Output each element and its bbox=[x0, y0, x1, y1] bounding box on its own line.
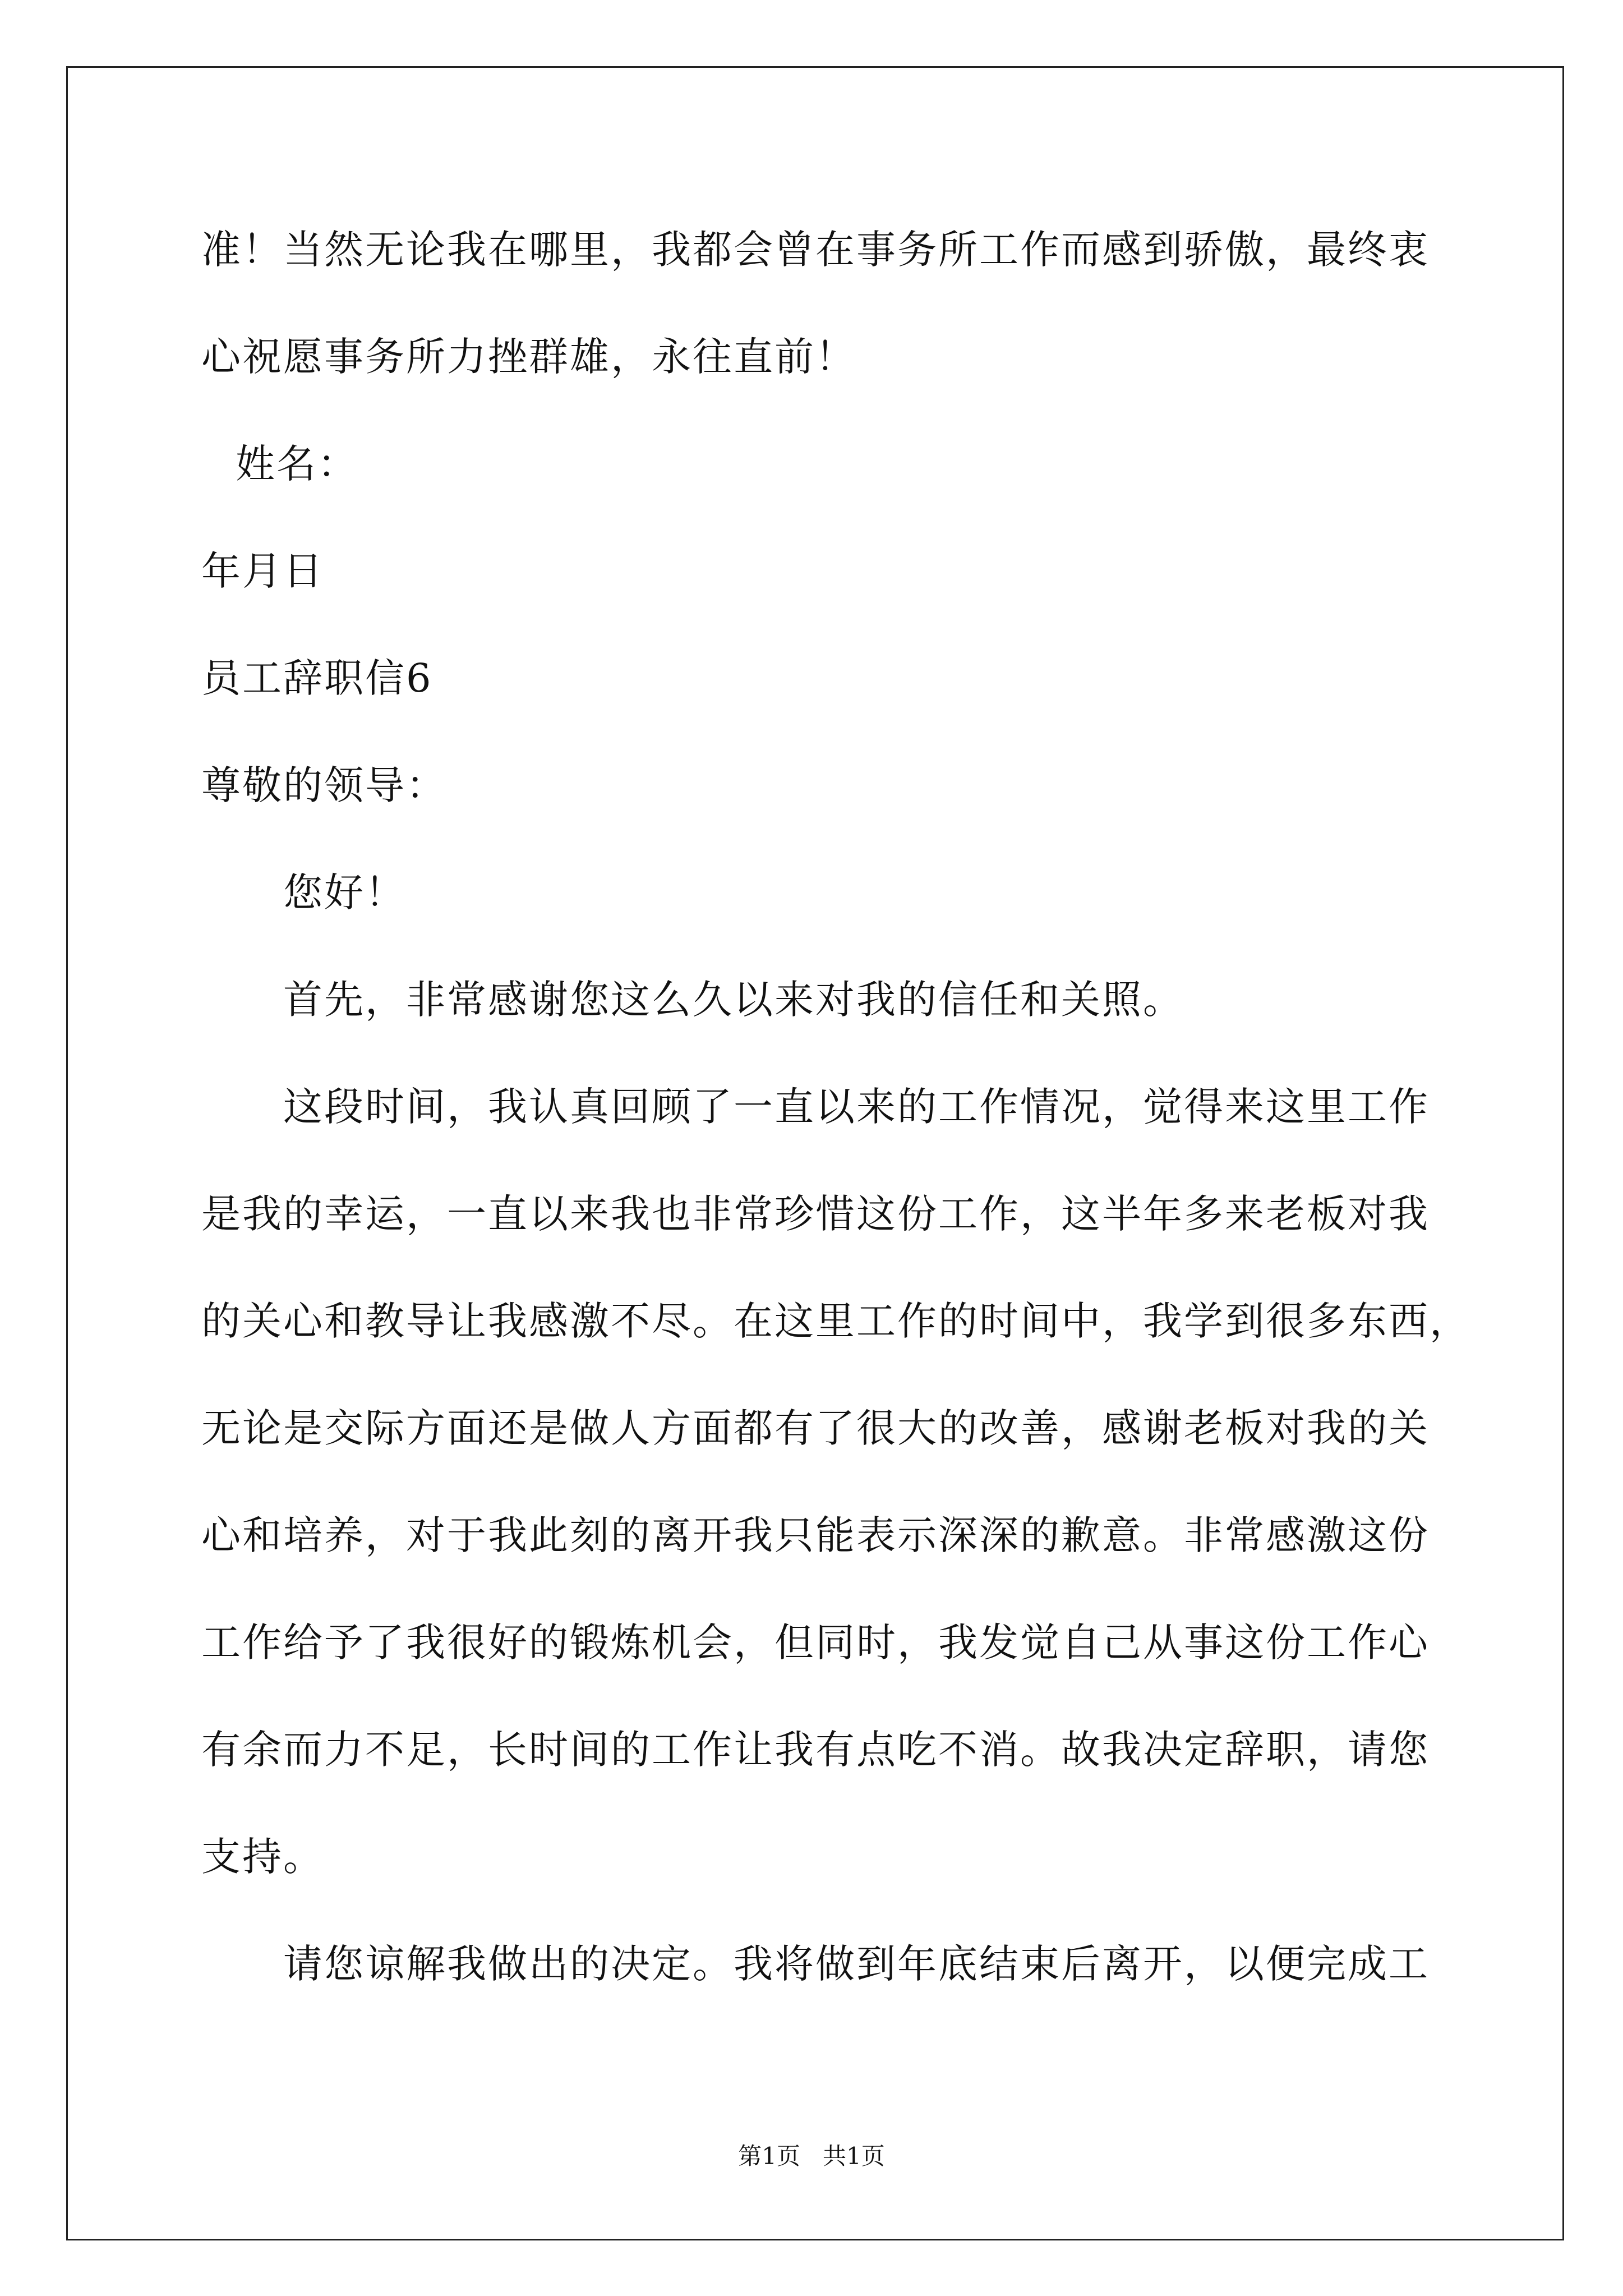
letter-salutation: 尊敬的领导： bbox=[201, 762, 447, 808]
paragraph-line: 心祝愿事务所力挫群雄，永往直前！ bbox=[201, 334, 856, 380]
signature-date-label: 年月日 bbox=[201, 548, 324, 594]
signature-name-label: 姓名： bbox=[236, 441, 358, 487]
paragraph-line: 心和培养，对于我此刻的离开我只能表示深深的歉意。非常感激这份 bbox=[201, 1512, 1430, 1558]
letter-title: 员工辞职信6 bbox=[201, 655, 433, 701]
paragraph-line: 请您谅解我做出的决定。我将做到年底结束后离开，以便完成工 bbox=[283, 1941, 1430, 1987]
paragraph-line: 有余而力不足，长时间的工作让我有点吃不消。故我决定辞职，请您 bbox=[201, 1727, 1430, 1773]
document-body bbox=[201, 196, 1547, 2018]
paragraph-line: 准！当然无论我在哪里，我都会曾在事务所工作而感到骄傲，最终衷 bbox=[201, 227, 1430, 273]
paragraph-line: 工作给予了我很好的锻炼机会，但同时，我发觉自己从事这份工作心 bbox=[201, 1619, 1430, 1665]
paragraph-line: 首先，非常感谢您这么久以来对我的信任和关照。 bbox=[283, 977, 1184, 1023]
paragraph-line: 的关心和教导让我感激不尽。在这里工作的时间中，我学到很多东西， bbox=[201, 1298, 1470, 1344]
letter-greeting: 您好！ bbox=[283, 869, 406, 915]
paragraph-line: 支持。 bbox=[201, 1834, 324, 1880]
page-number-footer: 第1页 共1页 bbox=[738, 2142, 885, 2170]
paragraph-line: 无论是交际方面还是做人方面都有了很大的改善，感谢老板对我的关 bbox=[201, 1405, 1430, 1451]
paragraph-line: 是我的幸运，一直以来我也非常珍惜这份工作，这半年多来老板对我 bbox=[201, 1191, 1430, 1237]
paragraph-line: 这段时间，我认真回顾了一直以来的工作情况，觉得来这里工作 bbox=[283, 1084, 1430, 1130]
